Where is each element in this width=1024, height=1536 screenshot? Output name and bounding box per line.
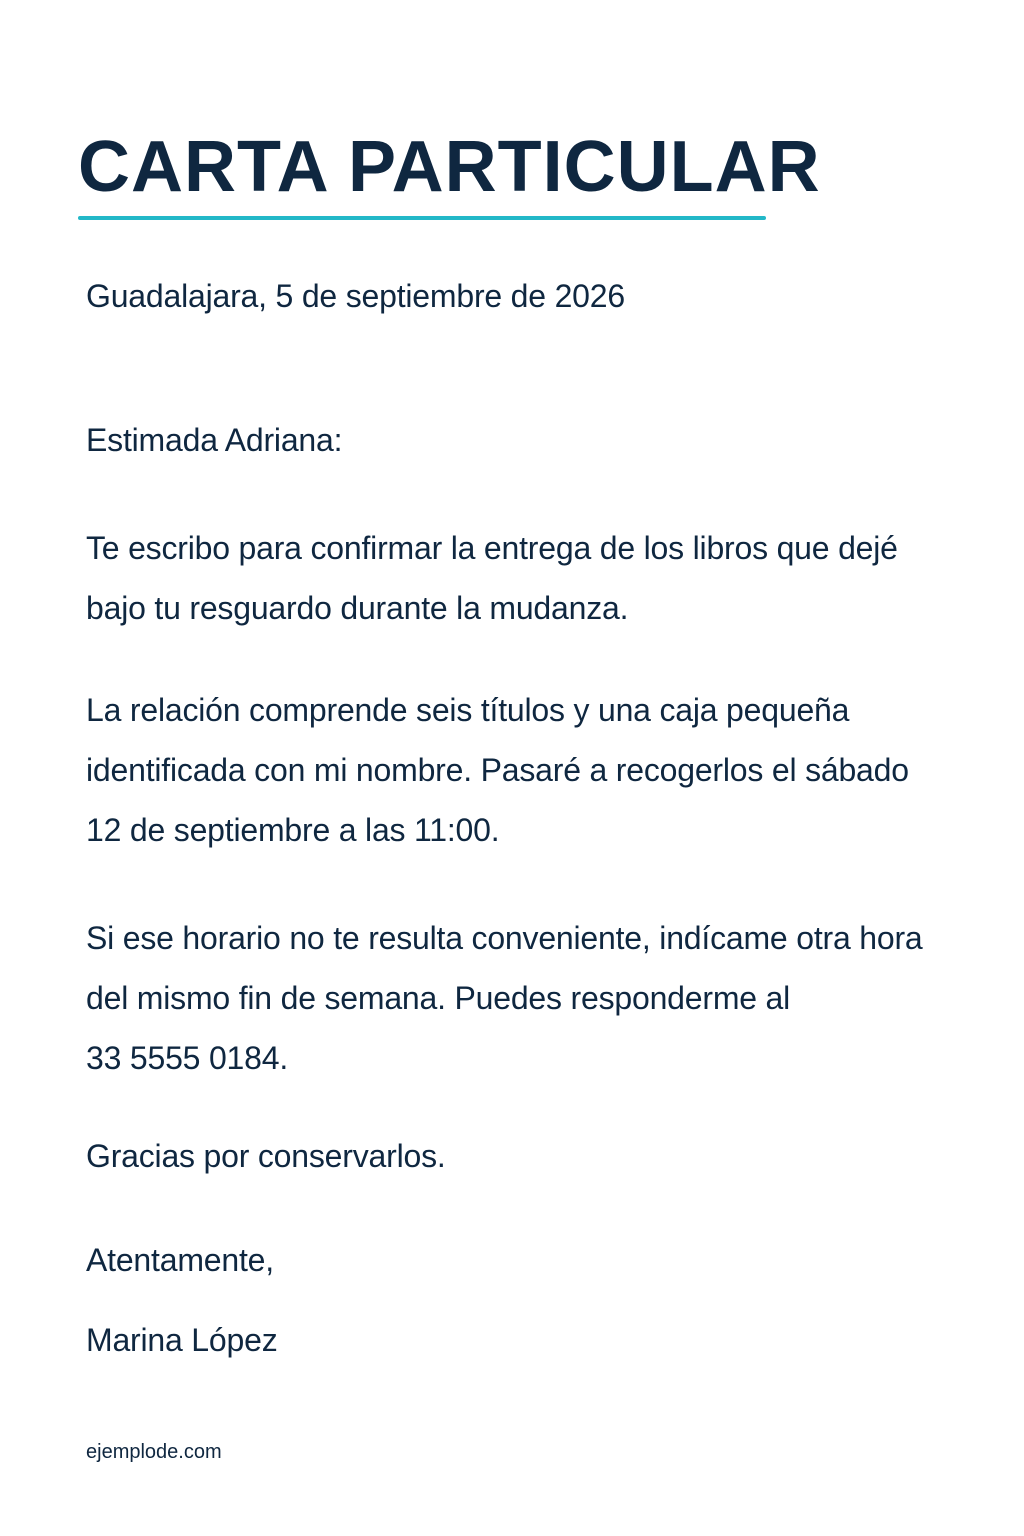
signature-name: Marina López (86, 1322, 278, 1358)
paragraph-line: 12 de septiembre a las 11:00. (86, 812, 500, 848)
paragraph-line: Si ese horario no te resulta conveniente, indícame otra hora (86, 920, 923, 956)
body-paragraph-1 (86, 518, 946, 638)
thanks-line: Gracias por conservarlos. (86, 1138, 446, 1174)
paragraph-line: identificada con mi nombre. Pasaré a recogerlos el sábado (86, 752, 909, 788)
paragraph-line: Te escribo para confirmar la entrega de los libros que dejé (86, 530, 898, 566)
paragraph-line: bajo tu resguardo durante la mudanza. (86, 590, 629, 626)
paragraph-line: 33 5555 0184. (86, 1040, 289, 1076)
paragraph-line: del mismo fin de semana. Puedes responderme al (86, 980, 791, 1016)
letter-date: Guadalajara, 5 de septiembre de 2026 (86, 278, 625, 314)
paragraph-line: La relación comprende seis títulos y una caja pequeña (86, 692, 850, 728)
title-underline (78, 216, 766, 220)
website-footer: ejemplode.com (86, 1441, 222, 1463)
body-paragraph-2 (86, 680, 946, 860)
body-paragraph-3 (86, 908, 946, 1088)
closing-salutation: Atentamente, (86, 1242, 274, 1278)
letter-greeting: Estimada Adriana: (86, 422, 343, 458)
letter-title: CARTA PARTICULAR (78, 127, 821, 207)
